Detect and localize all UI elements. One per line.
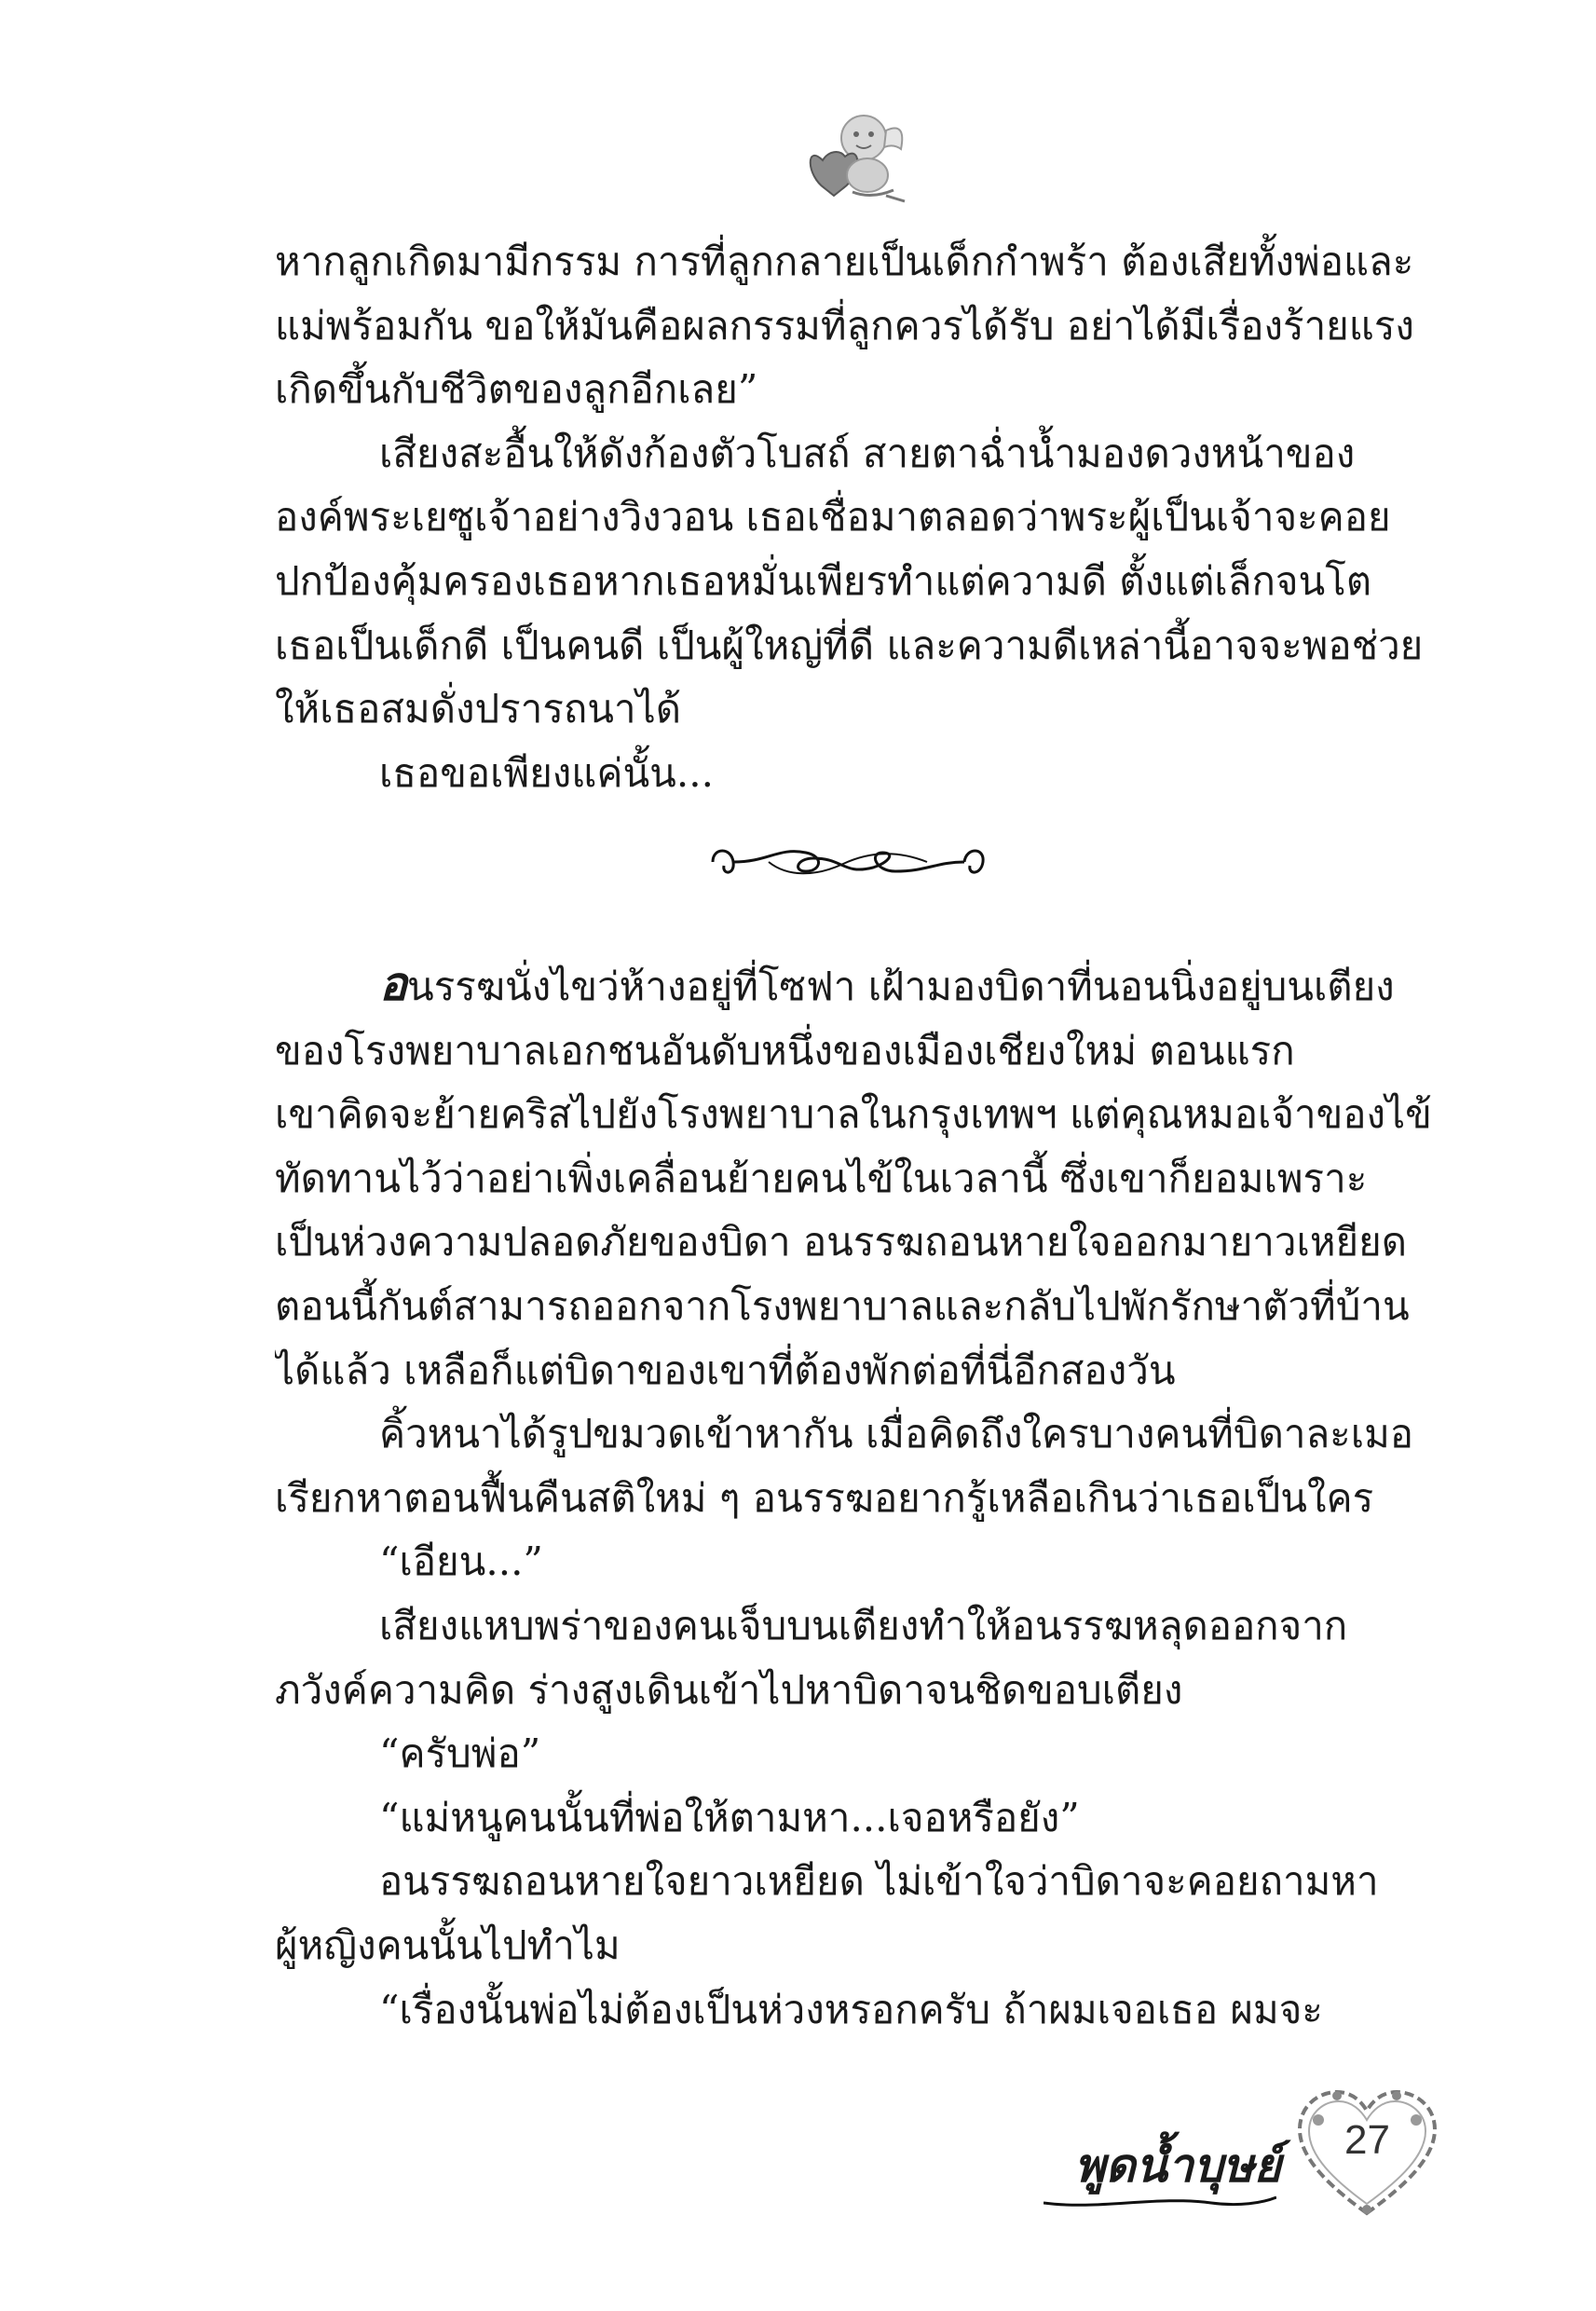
body-line: ผู้หญิงคนนั้นไปทำไม bbox=[275, 1921, 621, 1968]
body-line: ของโรงพยาบาลเอกชนอันดับหนึ่งของเมืองเชียงใหม่ ตอนแรก bbox=[275, 1027, 1295, 1073]
body-line bbox=[275, 952, 1435, 1019]
body-line: เกิดขึ้นกับชีวิตของลูกอีกเลย” bbox=[275, 366, 758, 413]
drop-cap: อ bbox=[379, 956, 408, 1011]
body-line: เธอเป็นเด็กดี เป็นคนดี เป็นผู้ใหญ่ที่ดี และความดีเหล่านี้อาจจะพอช่วย bbox=[275, 622, 1424, 668]
body-line: ภวังค์ความคิด ร่างสูงเดินเข้าไปหาบิดาจนชิดขอบเตียง bbox=[275, 1666, 1183, 1713]
body-line: เสียงสะอื้นให้ดังก้องตัวโบสถ์ สายตาฉ่ำน้ำมองดวงหน้าของ bbox=[379, 430, 1356, 476]
body-line: “เอียน...” bbox=[379, 1538, 543, 1585]
title-flourish bbox=[1044, 2194, 1276, 2212]
body-line: “แม่หนูคนนั้นที่พ่อให้ตามหา...เจอหรือยัง” bbox=[379, 1794, 1080, 1840]
page-number: 27 bbox=[1344, 2117, 1390, 2163]
body-line: ตอนนี้กันต์สามารถออกจากโรงพยาบาลและกลับไปพักรักษาตัวที่บ้าน bbox=[275, 1282, 1410, 1329]
body-line: เสียงแหบพร่าของคนเจ็บบนเตียงทำให้อนรรฆหลุดออกจาก bbox=[379, 1602, 1348, 1648]
body-line: ได้แล้ว เหลือก็แต่บิดาของเขาที่ต้องพักต่อที่นี่อีกสองวัน bbox=[275, 1347, 1176, 1393]
book-title: พูดน้ำบุษย์ bbox=[1074, 2138, 1281, 2193]
body-line: คิ้วหนาได้รูปขมวดเข้าหากัน เมื่อคิดถึงใครบางคนที่บิดาละเมอ bbox=[379, 1411, 1414, 1457]
body-line: องค์พระเยซูเจ้าอย่างวิงวอน เธอเชื่อมาตลอดว่าพระผู้เป็นเจ้าจะคอย bbox=[275, 494, 1391, 540]
body-line: เรียกหาตอนฟื้นคืนสติใหม่ ๆ อนรรฆอยากรู้เหลือเกินว่าเธอเป็นใคร bbox=[275, 1474, 1374, 1521]
body-line: “เรื่องนั้นพ่อไม่ต้องเป็นห่วงหรอกครับ ถ้าผมเจอเธอ ผมจะ bbox=[379, 1986, 1323, 2032]
body-line: แม่พร้อมกัน ขอให้มันคือผลกรรมที่ลูกควรได้รับ อย่าได้มีเรื่องร้ายแรง bbox=[275, 302, 1414, 349]
body-line: “ครับพ่อ” bbox=[379, 1730, 541, 1777]
body-line-text: นรรฆนั่งไขว่ห้างอยู่ที่โซฟา เฝ้ามองบิดาที่นอนนิ่งอยู่บนเตียง bbox=[407, 964, 1395, 1009]
body-line: อนรรฆถอนหายใจยาวเหยียด ไม่เข้าใจว่าบิดาจะคอยถามหา bbox=[379, 1858, 1379, 1905]
body-line: ทัดทานไว้ว่าอย่าเพิ่งเคลื่อนย้ายคนไข้ในเวลานี้ ซึ่งเขาก็ยอมเพราะ bbox=[275, 1155, 1368, 1201]
body-line: หากลูกเกิดมามีกรรม การที่ลูกกลายเป็นเด็กกำพร้า ต้องเสียทั้งพ่อและ bbox=[275, 239, 1414, 284]
body-line: เธอขอเพียงแค่นั้น... bbox=[379, 749, 714, 796]
cherub-icon bbox=[797, 103, 908, 214]
body-line: ปกป้องคุ้มครองเธอหากเธอหมั่นเพียรทำแต่ความดี ตั้งแต่เล็กจนโต bbox=[275, 557, 1372, 604]
body-text-bottom bbox=[275, 952, 1435, 2042]
body-text-top bbox=[275, 230, 1435, 805]
body-line: เป็นห่วงความปลอดภัยของบิดา อนรรฆถอนหายใจออกมายาวเหยียด bbox=[275, 1219, 1408, 1265]
body-line: เขาคิดจะย้ายคริสไปยังโรงพยาบาลในกรุงเทพฯ แต่คุณหมอเจ้าของไข้ bbox=[275, 1091, 1432, 1138]
body-line: ให้เธอสมดั่งปรารถนาได้ bbox=[275, 686, 681, 732]
scroll-ornament-icon bbox=[703, 834, 992, 890]
